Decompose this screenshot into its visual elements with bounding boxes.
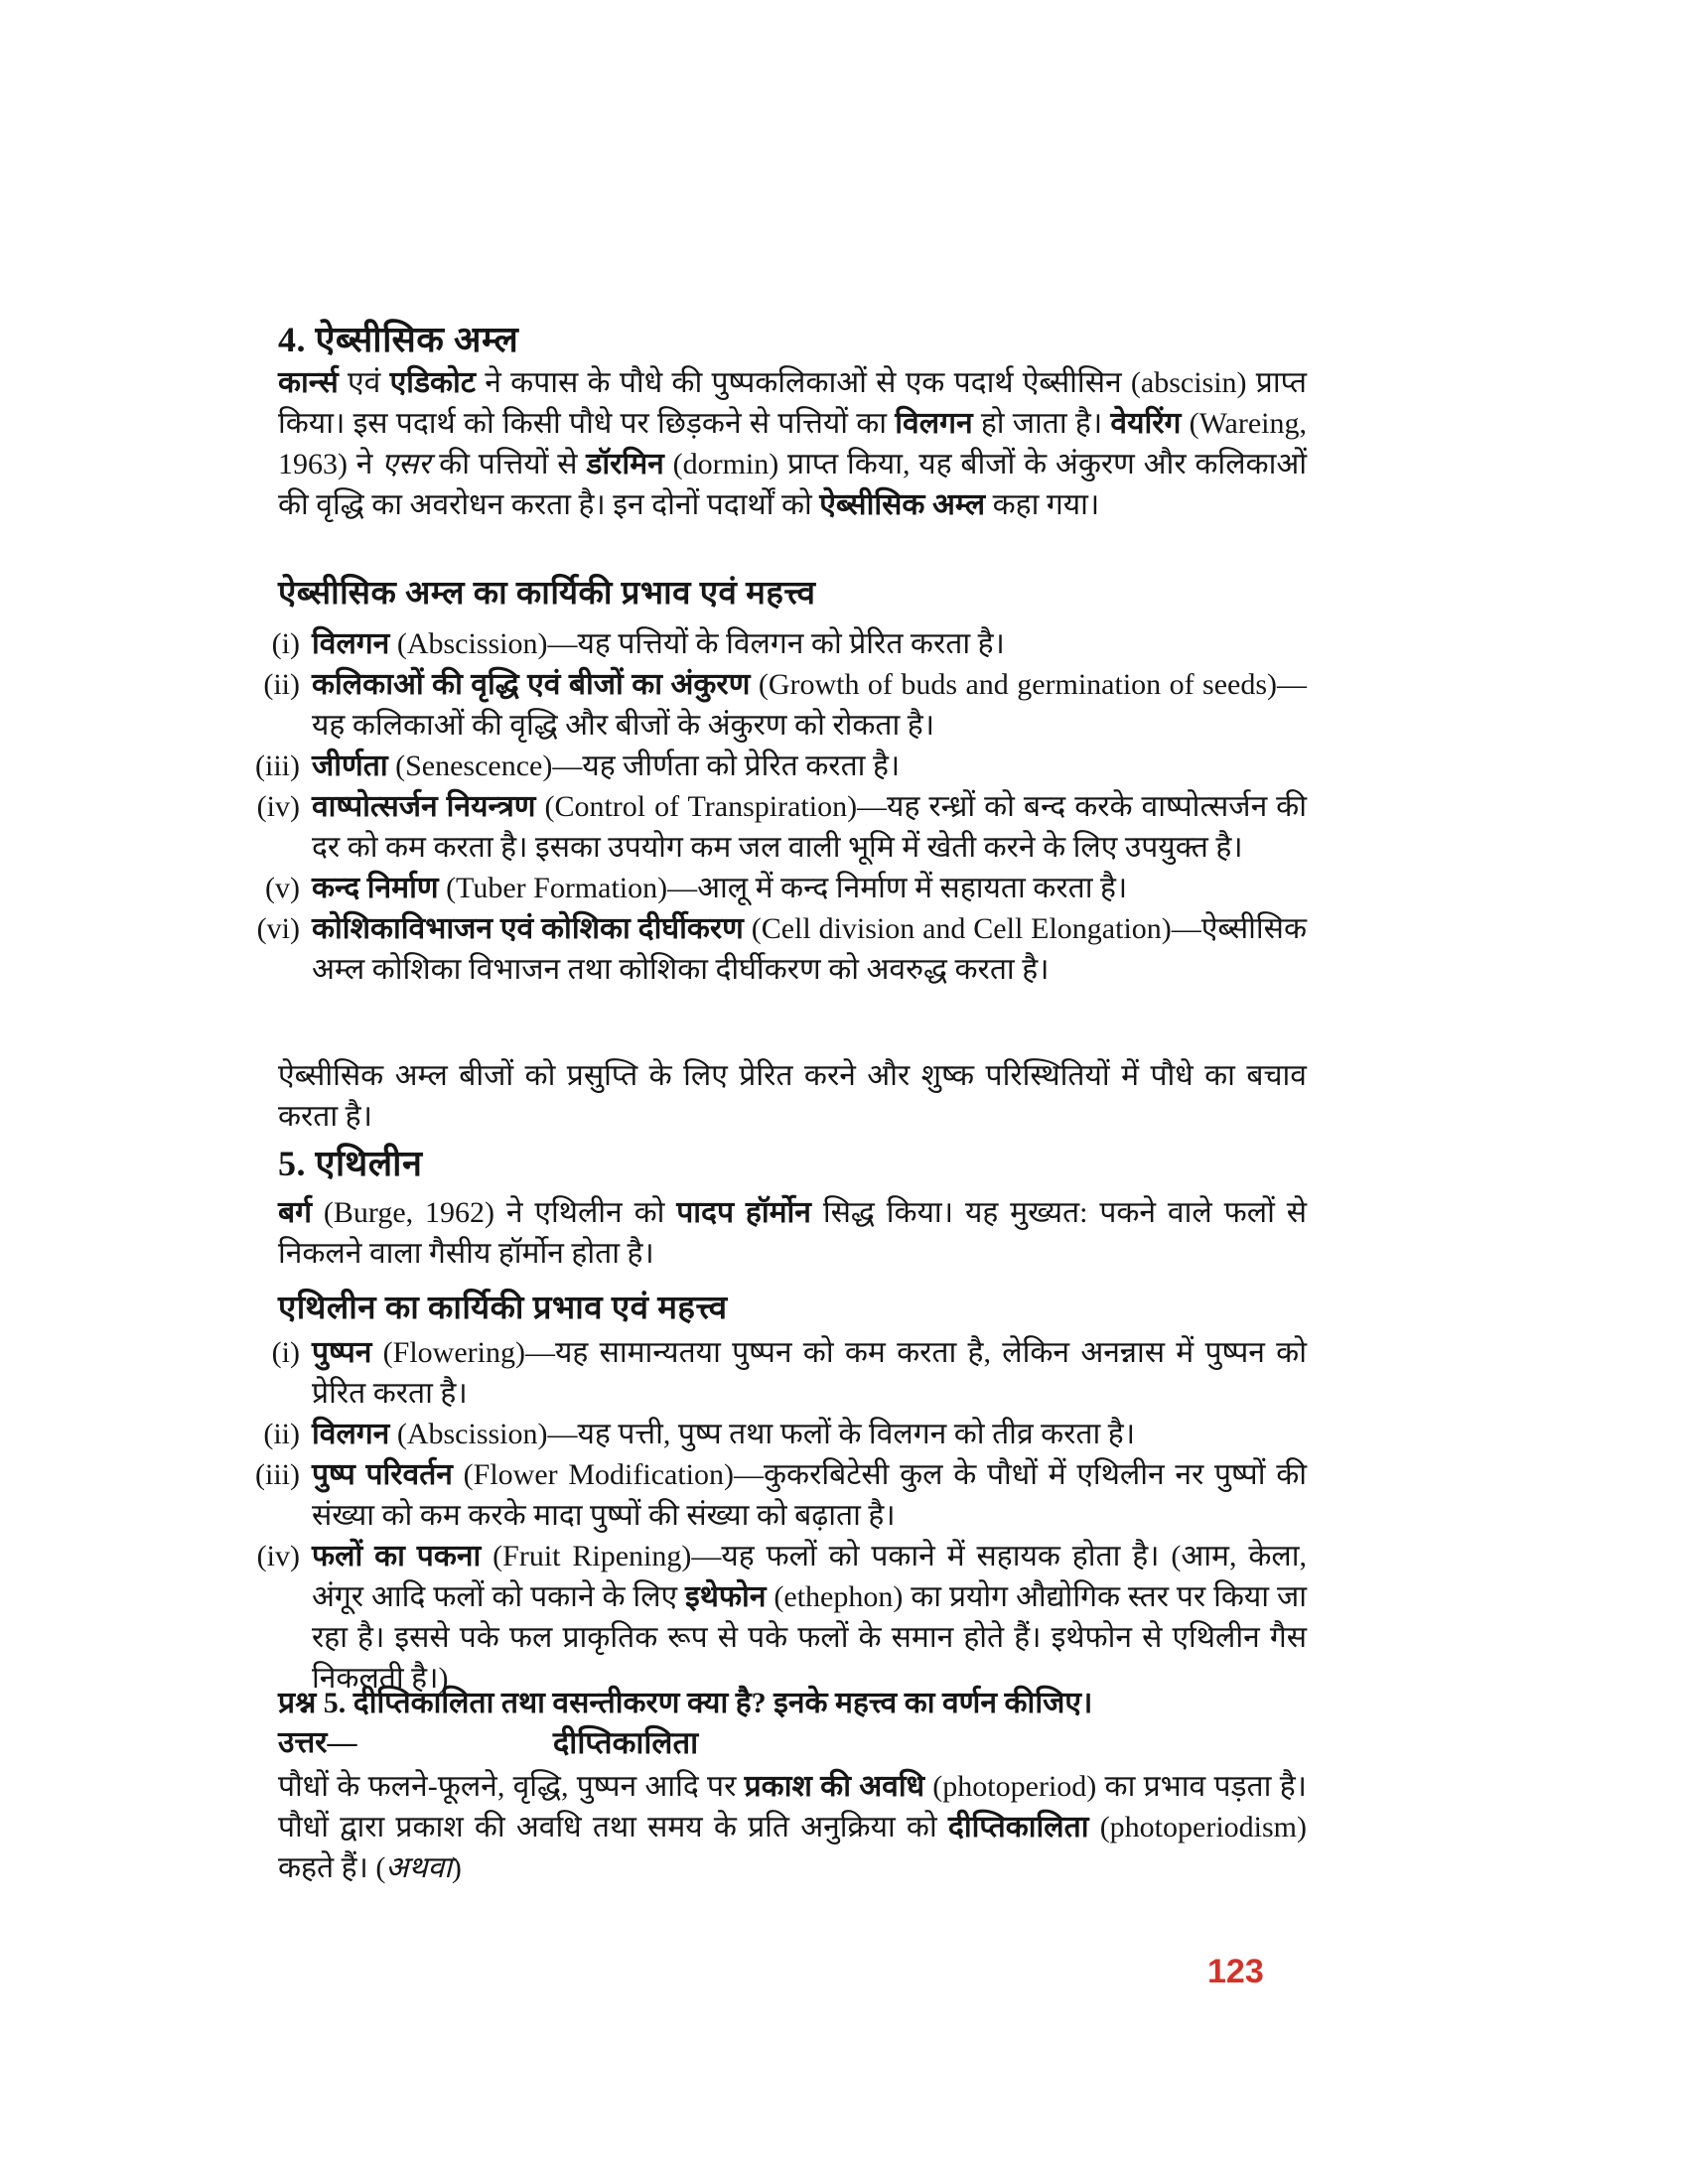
list-item [255, 746, 1307, 786]
text-run: (dormin) प्राप्त किया, यह बीजों के अंकुरण और कलिकाओं की वृद्धि का अवरोधन करता है। इन दोनों पदार्थों को [278, 448, 1308, 521]
list-item-text [300, 1414, 1307, 1454]
text-run: ) [451, 1851, 462, 1884]
list-item-text [300, 1454, 1307, 1536]
text-run: दीप्तिकालिता [947, 1811, 1089, 1843]
list-item [256, 908, 1307, 990]
list-item-text [300, 746, 1307, 786]
list-item-label: (iii) [255, 750, 300, 782]
text-run: (Fruit Ripening)—यह फलों को पकाने में सहायक होता है। (आम, केला, अंगूर आदि फलों को पकाने के लिए [312, 1540, 1307, 1613]
list-item [263, 664, 1307, 746]
text-run: कहा गया। [985, 488, 1100, 521]
text-run: (Flower Modification)—कुकरबिटेसी कुल के पौधों में एथिलीन नर पुष्पों की संख्या को कम करके मादा पुष्पों की संख्या को बढ़ाता है। [312, 1458, 1308, 1532]
paragraph [278, 1055, 1307, 1137]
text-run: (Abscission)—यह पत्तियों के विलगन को प्रेरित करता है। [389, 627, 1005, 660]
text-run: पुष्प परिवर्तन [312, 1458, 453, 1491]
text-run: एवं [338, 366, 390, 399]
section-heading [278, 1287, 1307, 1330]
text-run: एडिकोट [389, 366, 476, 399]
text-run: 4. ऐब्सीसिक अम्ल [278, 320, 519, 359]
text-run: (Abscission)—यह पत्ती, पुष्प तथा फलों के विलगन को तीव्र करता है। [389, 1418, 1136, 1450]
text-run: विलगन [312, 1418, 390, 1450]
text-run: (Senescence)—यह जीर्णता को प्रेरित करता है। [387, 750, 901, 782]
text-run: अथवा [385, 1851, 452, 1884]
text-run: ने कपास के पौधे की पुष्पकलिकाओं से एक पदार्थ ऐब्सीसिन (abscisin) प्राप्त किया। इस पदार्थ को किसी पौधे पर छिड़कने से पत्तियों का [278, 366, 1307, 440]
list-item-text [300, 868, 1307, 908]
text-run: ऐब्सीसिक अम्ल बीजों को प्रसुप्ति के लिए प्रेरित करने और शुष्क परिस्थितियों में पौधे का बचाव करता है। [278, 1059, 1307, 1133]
text-run: एथिलीन का कार्यिकी प्रभाव एवं महत्त्व [278, 1291, 728, 1326]
list-item [271, 623, 1307, 664]
ordered-list [255, 623, 1307, 990]
text-run: (Cell division and Cell Elongation)—ऐब्सीसिक अम्ल कोशिका विभाजन तथा कोशिका दीर्घीकरण को अवरुद्ध करता है। [312, 912, 1307, 986]
text-run: फलों का पकना [312, 1540, 482, 1572]
text-run: (Flowering)—यह सामान्यतया पुष्पन को कम करता है, लेकिन अनन्नास में पुष्पन को प्रेरित करता है। [312, 1336, 1307, 1410]
text-run: इथेफोन [685, 1580, 767, 1613]
list-item [265, 868, 1307, 908]
text-run: 5. एथिलीन [278, 1144, 423, 1183]
text-run: डॉरमिन [586, 448, 664, 480]
text-run: विलगन [312, 627, 390, 660]
text-run: (Wareing, 1963) ने [278, 407, 1308, 480]
list-item-text [300, 664, 1307, 746]
list-item [255, 1454, 1308, 1536]
text-run: पुष्पन [312, 1336, 372, 1369]
text-run: वाष्पोत्सर्जन नियन्त्रण [312, 790, 536, 823]
paragraph [278, 1192, 1307, 1274]
text-run: बर्ग [278, 1196, 313, 1229]
list-item-label: (v) [265, 872, 300, 904]
text-run: की पत्तियों से [430, 448, 587, 480]
paragraph [278, 1766, 1307, 1888]
list-item-label: (iv) [256, 790, 300, 823]
text-run: (Tuber Formation)—आलू में कन्द निर्माण में सहायता करता है। [438, 872, 1128, 904]
text-run: ऐब्सीसिक अम्ल [819, 488, 986, 521]
text-run: विलगन [895, 407, 973, 440]
text-run: प्रश्न 5. [278, 1687, 353, 1719]
text-run: पादप हॉर्मोन [676, 1196, 811, 1229]
list-item-label: (iv) [256, 1540, 300, 1572]
text-run: (photoperiod) का प्रभाव पड़ता है। पौधों द्वारा प्रकाश की अवधि तथा समय के प्रति अनुक्रिया को [278, 1770, 1307, 1843]
ordered-list [255, 1332, 1308, 1699]
list-item-label: (ii) [263, 668, 300, 701]
text-run: वेयरिंग [1110, 407, 1182, 440]
question-line [278, 1683, 1307, 1723]
list-item-label: (vi) [256, 912, 300, 945]
list-item [271, 1332, 1307, 1414]
text-run: सिद्ध किया। यह मुख्यत: पकने वाले फलों से निकलने वाला गैसीय हॉर्मोन होता है। [278, 1196, 1307, 1270]
answer-label: उत्तर— [278, 1726, 357, 1759]
text-run: (Control of Transpiration)—यह रन्ध्रों को बन्द करके वाष्पोत्सर्जन की दर को कम करता है। इसका उपयोग कम जल वाली भूमि में खेती करने के लिए उपयुक्त है। [312, 790, 1307, 864]
text-run: ऐब्सीसिक अम्ल का कार्यिकी प्रभाव एवं महत्त्व [278, 576, 816, 612]
list-item [263, 1414, 1307, 1454]
text-run: जीर्णता [312, 750, 388, 782]
list-item-text [300, 908, 1307, 990]
section-heading [278, 1142, 1307, 1185]
text-run: हो जाता है। [972, 407, 1111, 440]
section-heading [278, 572, 1307, 615]
list-item-text [300, 623, 1307, 664]
page-number: 123 [1207, 1953, 1264, 1990]
text-run: कोशिकाविभाजन एवं कोशिका दीर्घीकरण [312, 912, 744, 945]
text-run: कलिकाओं की वृद्धि एवं बीजों का अंकुरण [312, 668, 751, 701]
list-item-text [300, 786, 1307, 868]
list-item-label: (i) [271, 1336, 300, 1369]
answer-row [278, 1722, 1307, 1764]
text-run: (photoperiodism) कहते हैं। ( [278, 1811, 1307, 1884]
text-run: कन्द निर्माण [312, 872, 439, 904]
text-run: पौधों के फलने-फूलने, वृद्धि, पुष्पन आदि पर [278, 1770, 745, 1803]
list-item [256, 786, 1307, 868]
list-item [256, 1536, 1307, 1699]
list-item-label: (ii) [263, 1418, 300, 1450]
list-item-text [300, 1536, 1307, 1699]
list-item-label: (iii) [255, 1458, 300, 1491]
text-run: (ethephon) का प्रयोग औद्योगिक स्तर पर किया जा रहा है। इससे पके फल प्राकृतिक रूप से पके फलों के समान होते हैं। इथेफोन से एथिलीन गैस निकलती है।) [312, 1580, 1307, 1695]
text-run: एसर [381, 448, 431, 480]
section-heading [278, 318, 1307, 361]
text-run: प्रकाश की अवधि [744, 1770, 925, 1803]
text-run: दीप्तिकालिता तथा वसन्तीकरण क्या है? इनके महत्त्व का वर्णन कीजिए। [352, 1687, 1093, 1719]
text-run: कार्न्स [278, 366, 339, 399]
text-run: (Growth of buds and germination of seeds)—यह कलिकाओं की वृद्धि और बीजों के अंकुरण को रोकता है। [312, 668, 1307, 742]
answer-heading: दीप्तिकालिता [552, 1725, 699, 1760]
list-item-text [300, 1332, 1307, 1414]
list-item-label: (i) [271, 627, 300, 660]
text-run: (Burge, 1962) ने एथिलीन को [312, 1196, 677, 1229]
paragraph [278, 362, 1307, 525]
